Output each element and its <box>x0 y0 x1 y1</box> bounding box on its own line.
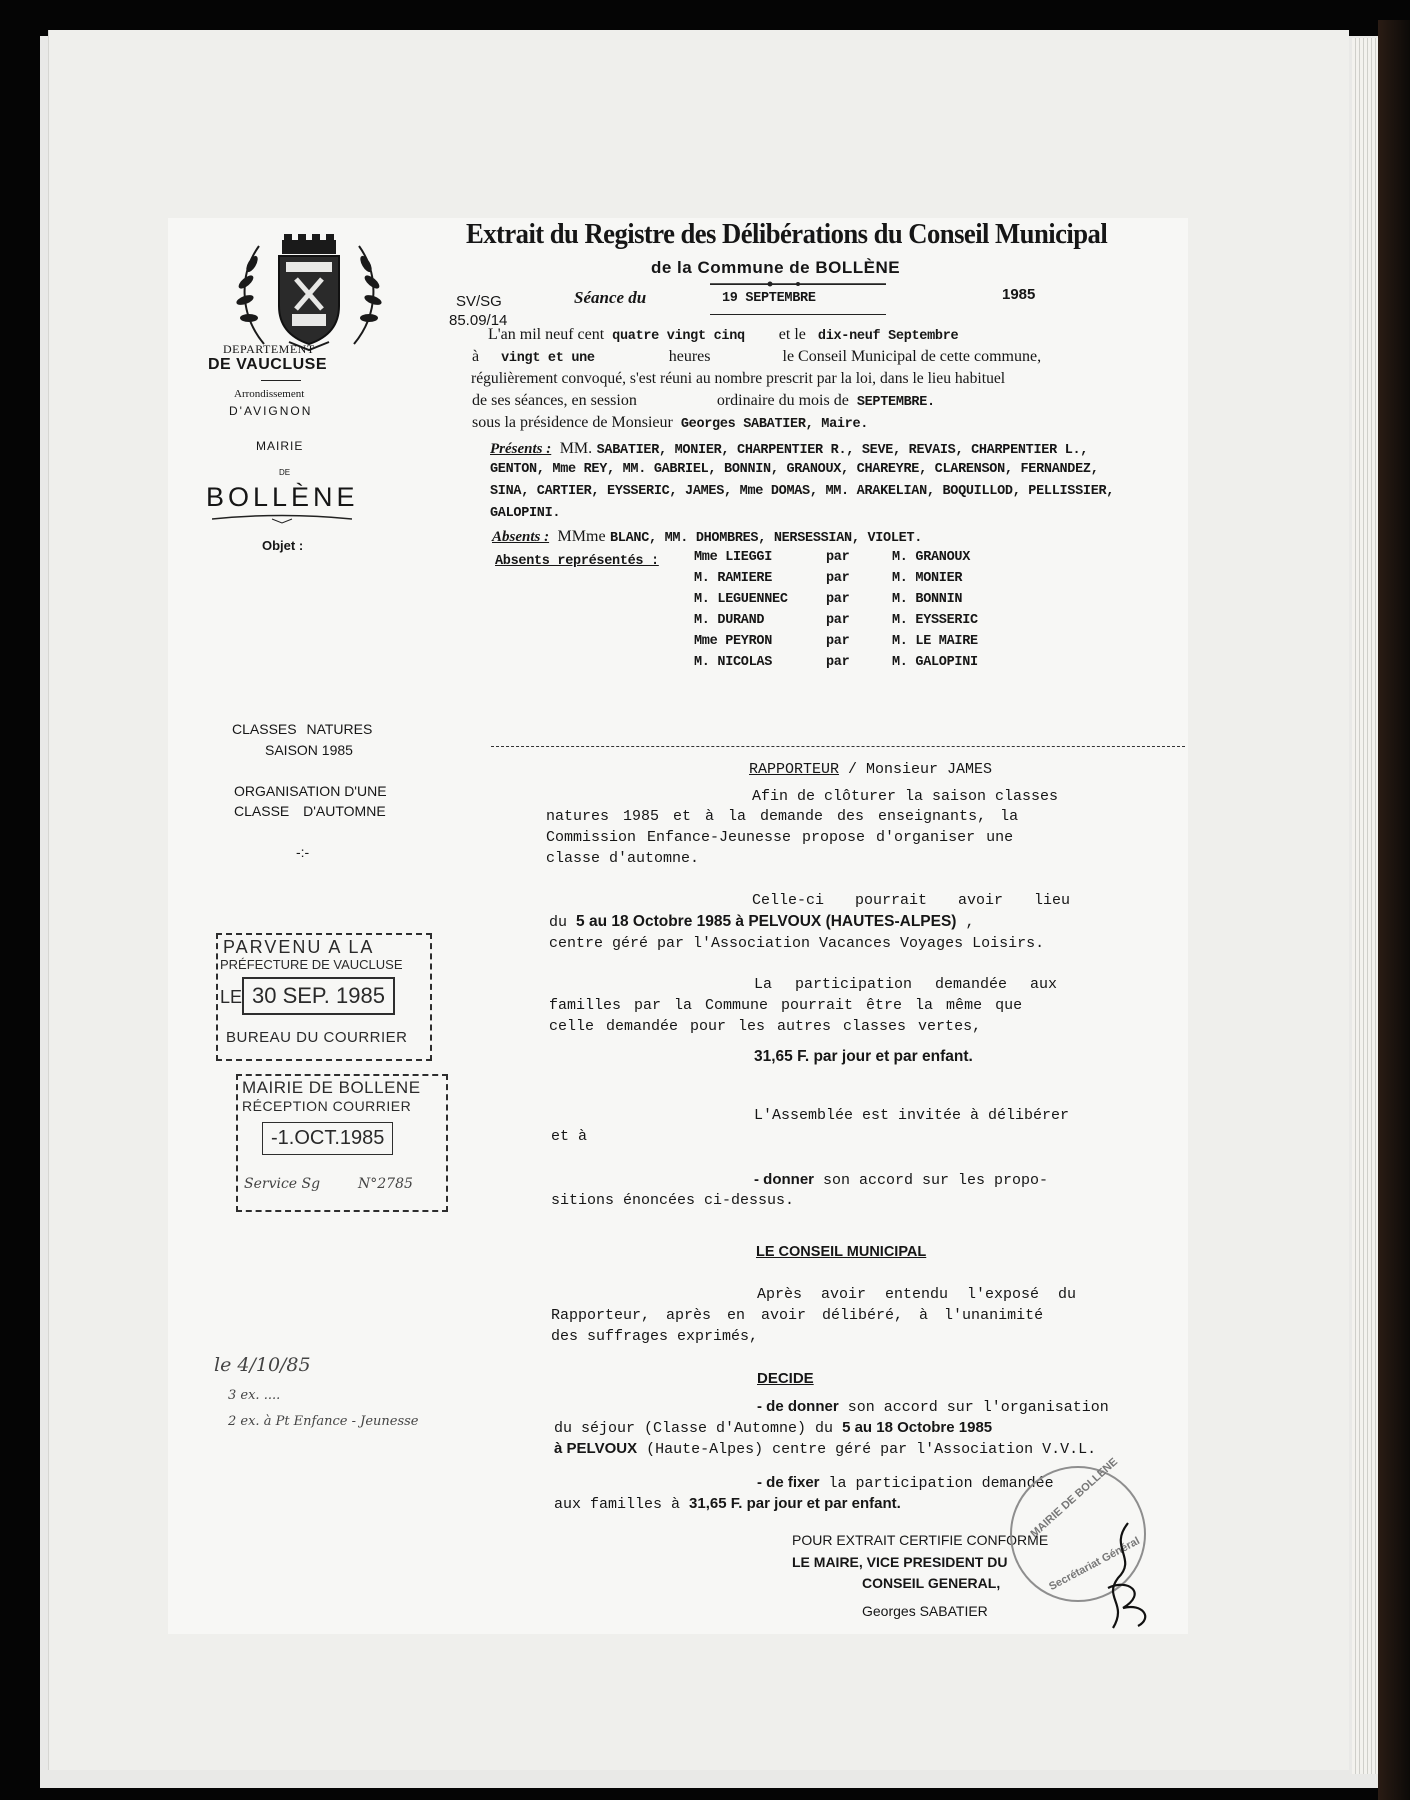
prefecture-stamp-date: 30 SEP. 1985 <box>242 977 395 1015</box>
department-name: DE VAUCLUSE <box>208 356 327 373</box>
arrondissement-label: Arrondissement <box>234 388 305 400</box>
decide-heading: DECIDE <box>757 1370 814 1387</box>
conseil-heading: LE CONSEIL MUNICIPAL <box>756 1244 927 1260</box>
decision-line: du séjour (Classe d'Automne) du 5 au 18 Octobre 1985 <box>554 1419 993 1437</box>
objet-label: Objet : <box>262 538 304 553</box>
objet-line: SAISON 1985 <box>265 742 353 758</box>
mairie-stamp-number: N°2785 <box>358 1176 413 1192</box>
body-line: - donner son accord sur les propo- <box>754 1171 1049 1189</box>
represented-row: M. LEGUENNEC par M. BONNIN <box>694 592 963 607</box>
preamble-line: sous la présidence de Monsieur Georges SABATIER, Maire. <box>472 414 869 432</box>
represented-list <box>694 550 1024 676</box>
document-subtitle: de la Commune de BOLLÈNE <box>651 258 901 277</box>
ornament-divider <box>212 514 352 524</box>
objet-line: ORGANISATION D'UNE <box>234 783 387 799</box>
body-line: sitions énoncées ci-dessus. <box>551 1192 795 1209</box>
body-line: La participation demandée aux <box>754 976 1058 993</box>
body-line: celle demandée pour les autres classes vertes, <box>549 1018 982 1035</box>
presents-line: Présents : MM. SABATIER, MONIER, CHARPENTIER R., SEVE, REVAIS, CHARPENTIER L., <box>490 440 1089 458</box>
prefecture-stamp-line2: PRÉFECTURE DE VAUCLUSE <box>220 957 403 972</box>
department-label: DEPARTEMENT <box>223 342 315 356</box>
mairie-stamp-line1: MAIRIE DE BOLLENE <box>242 1078 421 1097</box>
preamble-line: régulièrement convoqué, s'est réuni au nombre prescrit par la loi, dans le lieu habituel <box>471 370 1006 387</box>
signature-line: Georges SABATIER <box>862 1603 988 1619</box>
decision-line: à PELVOUX (Haute-Alpes) centre géré par l'Association V.V.L. <box>554 1440 1097 1458</box>
preamble-line: à vingt et une heures le Conseil Municipal de cette commune, <box>472 348 1042 366</box>
body-line: centre géré par l'Association Vacances Voyages Loisirs. <box>549 935 1045 952</box>
represented-row: Mme PEYRON par M. LE MAIRE <box>694 634 978 649</box>
body-line: natures 1985 et à la demande des enseignants, la <box>546 808 1019 825</box>
body-line: familles par la Commune pourrait être la même que <box>549 997 1023 1014</box>
represented-row: M. NICOLAS par M. GALOPINI <box>694 655 978 670</box>
seance-label: Séance du <box>574 288 647 307</box>
signature-line: CONSEIL GENERAL, <box>862 1575 1001 1591</box>
seal-text-top: MAIRIE DE BOLLENE <box>1028 1455 1121 1541</box>
objet-separator: -:- <box>296 844 310 860</box>
rapporteur-line: RAPPORTEUR / Monsieur JAMES <box>749 761 993 778</box>
reference-code: SV/SG <box>456 293 502 310</box>
body-line: des suffrages exprimés, <box>551 1328 759 1345</box>
decision-line: - de fixer la participation demandée <box>757 1474 1054 1492</box>
preamble-line: de ses séances, en session ordinaire du mois de SEPTEMBRE. <box>472 392 935 410</box>
prefecture-stamp-le: LE <box>220 987 243 1007</box>
rule <box>710 284 886 285</box>
mairie-reception-stamp <box>236 1074 448 1212</box>
body-line-amount: 31,65 F. par jour et par enfant. <box>754 1048 973 1065</box>
handwritten-note: 3 ex. .... <box>228 1388 281 1403</box>
presents-line: SINA, CARTIER, EYSSERIC, JAMES, Mme DOMAS, MM. ARAKELIAN, BOQUILLOD, PELLISSIER, <box>490 484 1115 499</box>
signature-scribble-icon <box>1068 1518 1168 1638</box>
represented-row: M. RAMIERE par M. MONIER <box>694 571 963 586</box>
rule <box>710 314 886 315</box>
seance-date: 19 SEPTEMBRE <box>722 291 816 306</box>
document-sheet <box>168 218 1188 1634</box>
represented-row: M. DURAND par M. EYSSERIC <box>694 613 978 628</box>
body-line: classe d'automne. <box>546 850 700 867</box>
dashed-separator <box>491 746 1185 747</box>
body-line: et à <box>551 1128 588 1145</box>
binder-page-edges <box>1352 38 1378 1774</box>
town-name: BOLLÈNE <box>206 482 359 512</box>
body-line: du 5 au 18 Octobre 1985 à PELVOUX (HAUTES-ALPES) , <box>549 913 975 931</box>
coat-of-arms-icon <box>234 234 384 352</box>
represented-row: Mme LIEGGI par M. GRANOUX <box>694 550 971 565</box>
prefecture-stamp <box>216 933 432 1061</box>
handwritten-note: le 4/10/85 <box>214 1354 311 1376</box>
body-line: Afin de clôturer la saison classes <box>752 788 1059 805</box>
prefecture-stamp-line1: PARVENU A LA <box>223 937 375 957</box>
represented-label: Absents représentés : <box>495 554 659 569</box>
de-label: DE <box>279 468 291 477</box>
objet-line: CLASSES NATURES <box>232 721 373 737</box>
decision-line: - de donner son accord sur l'organisation <box>757 1398 1109 1416</box>
arrondissement-name: D'AVIGNON <box>229 404 313 418</box>
objet-line: CLASSE D'AUTOMNE <box>234 803 386 819</box>
reference-number: 85.09/14 <box>449 312 508 329</box>
signature-line: LE MAIRE, VICE PRESIDENT DU <box>792 1554 1008 1570</box>
signature-line: POUR EXTRAIT CERTIFIE CONFORME <box>792 1532 1049 1548</box>
presents-line: GALOPINI. <box>490 506 561 521</box>
mairie-label: MAIRIE <box>256 439 304 453</box>
body-line: Rapporteur, après en avoir délibéré, à l'unanimité <box>551 1307 1044 1324</box>
body-line: Celle-ci pourrait avoir lieu <box>752 892 1071 909</box>
body-line: Après avoir entendu l'exposé du <box>757 1286 1077 1303</box>
absents-line: Absents : MMme BLANC, MM. DHOMBRES, NERSESSIAN, VIOLET. <box>492 528 923 546</box>
divider <box>261 380 301 381</box>
presents-line: GENTON, Mme REY, MM. GABRIEL, BONNIN, GRANOUX, CHAREYRE, CLARENSON, FERNANDEZ, <box>490 462 1099 477</box>
mairie-stamp-line2: RÉCEPTION COURRIER <box>242 1098 412 1114</box>
prefecture-stamp-line3: BUREAU DU COURRIER <box>226 1029 408 1046</box>
handwritten-note: 2 ex. à Pt Enfance - Jeunesse <box>228 1414 419 1429</box>
decision-line: aux familles à 31,65 F. par jour et par enfant. <box>554 1495 901 1513</box>
preamble-line: L'an mil neuf cent quatre vingt cinq et le dix-neuf Septembre <box>488 326 959 344</box>
seal-text-bottom: Secrétariat Général <box>1047 1535 1142 1593</box>
seance-year: 1985 <box>1002 286 1036 303</box>
document-title: Extrait du Registre des Délibérations du Conseil Municipal <box>466 218 1108 250</box>
body-line: L'Assemblée est invitée à délibérer <box>754 1107 1070 1124</box>
mairie-stamp-service: Service Sg <box>244 1176 321 1192</box>
binder-spine <box>1378 20 1410 1800</box>
mairie-stamp-date: -1.OCT.1985 <box>262 1122 393 1155</box>
body-line: Commission Enfance-Jeunesse propose d'organiser une <box>546 829 1014 846</box>
